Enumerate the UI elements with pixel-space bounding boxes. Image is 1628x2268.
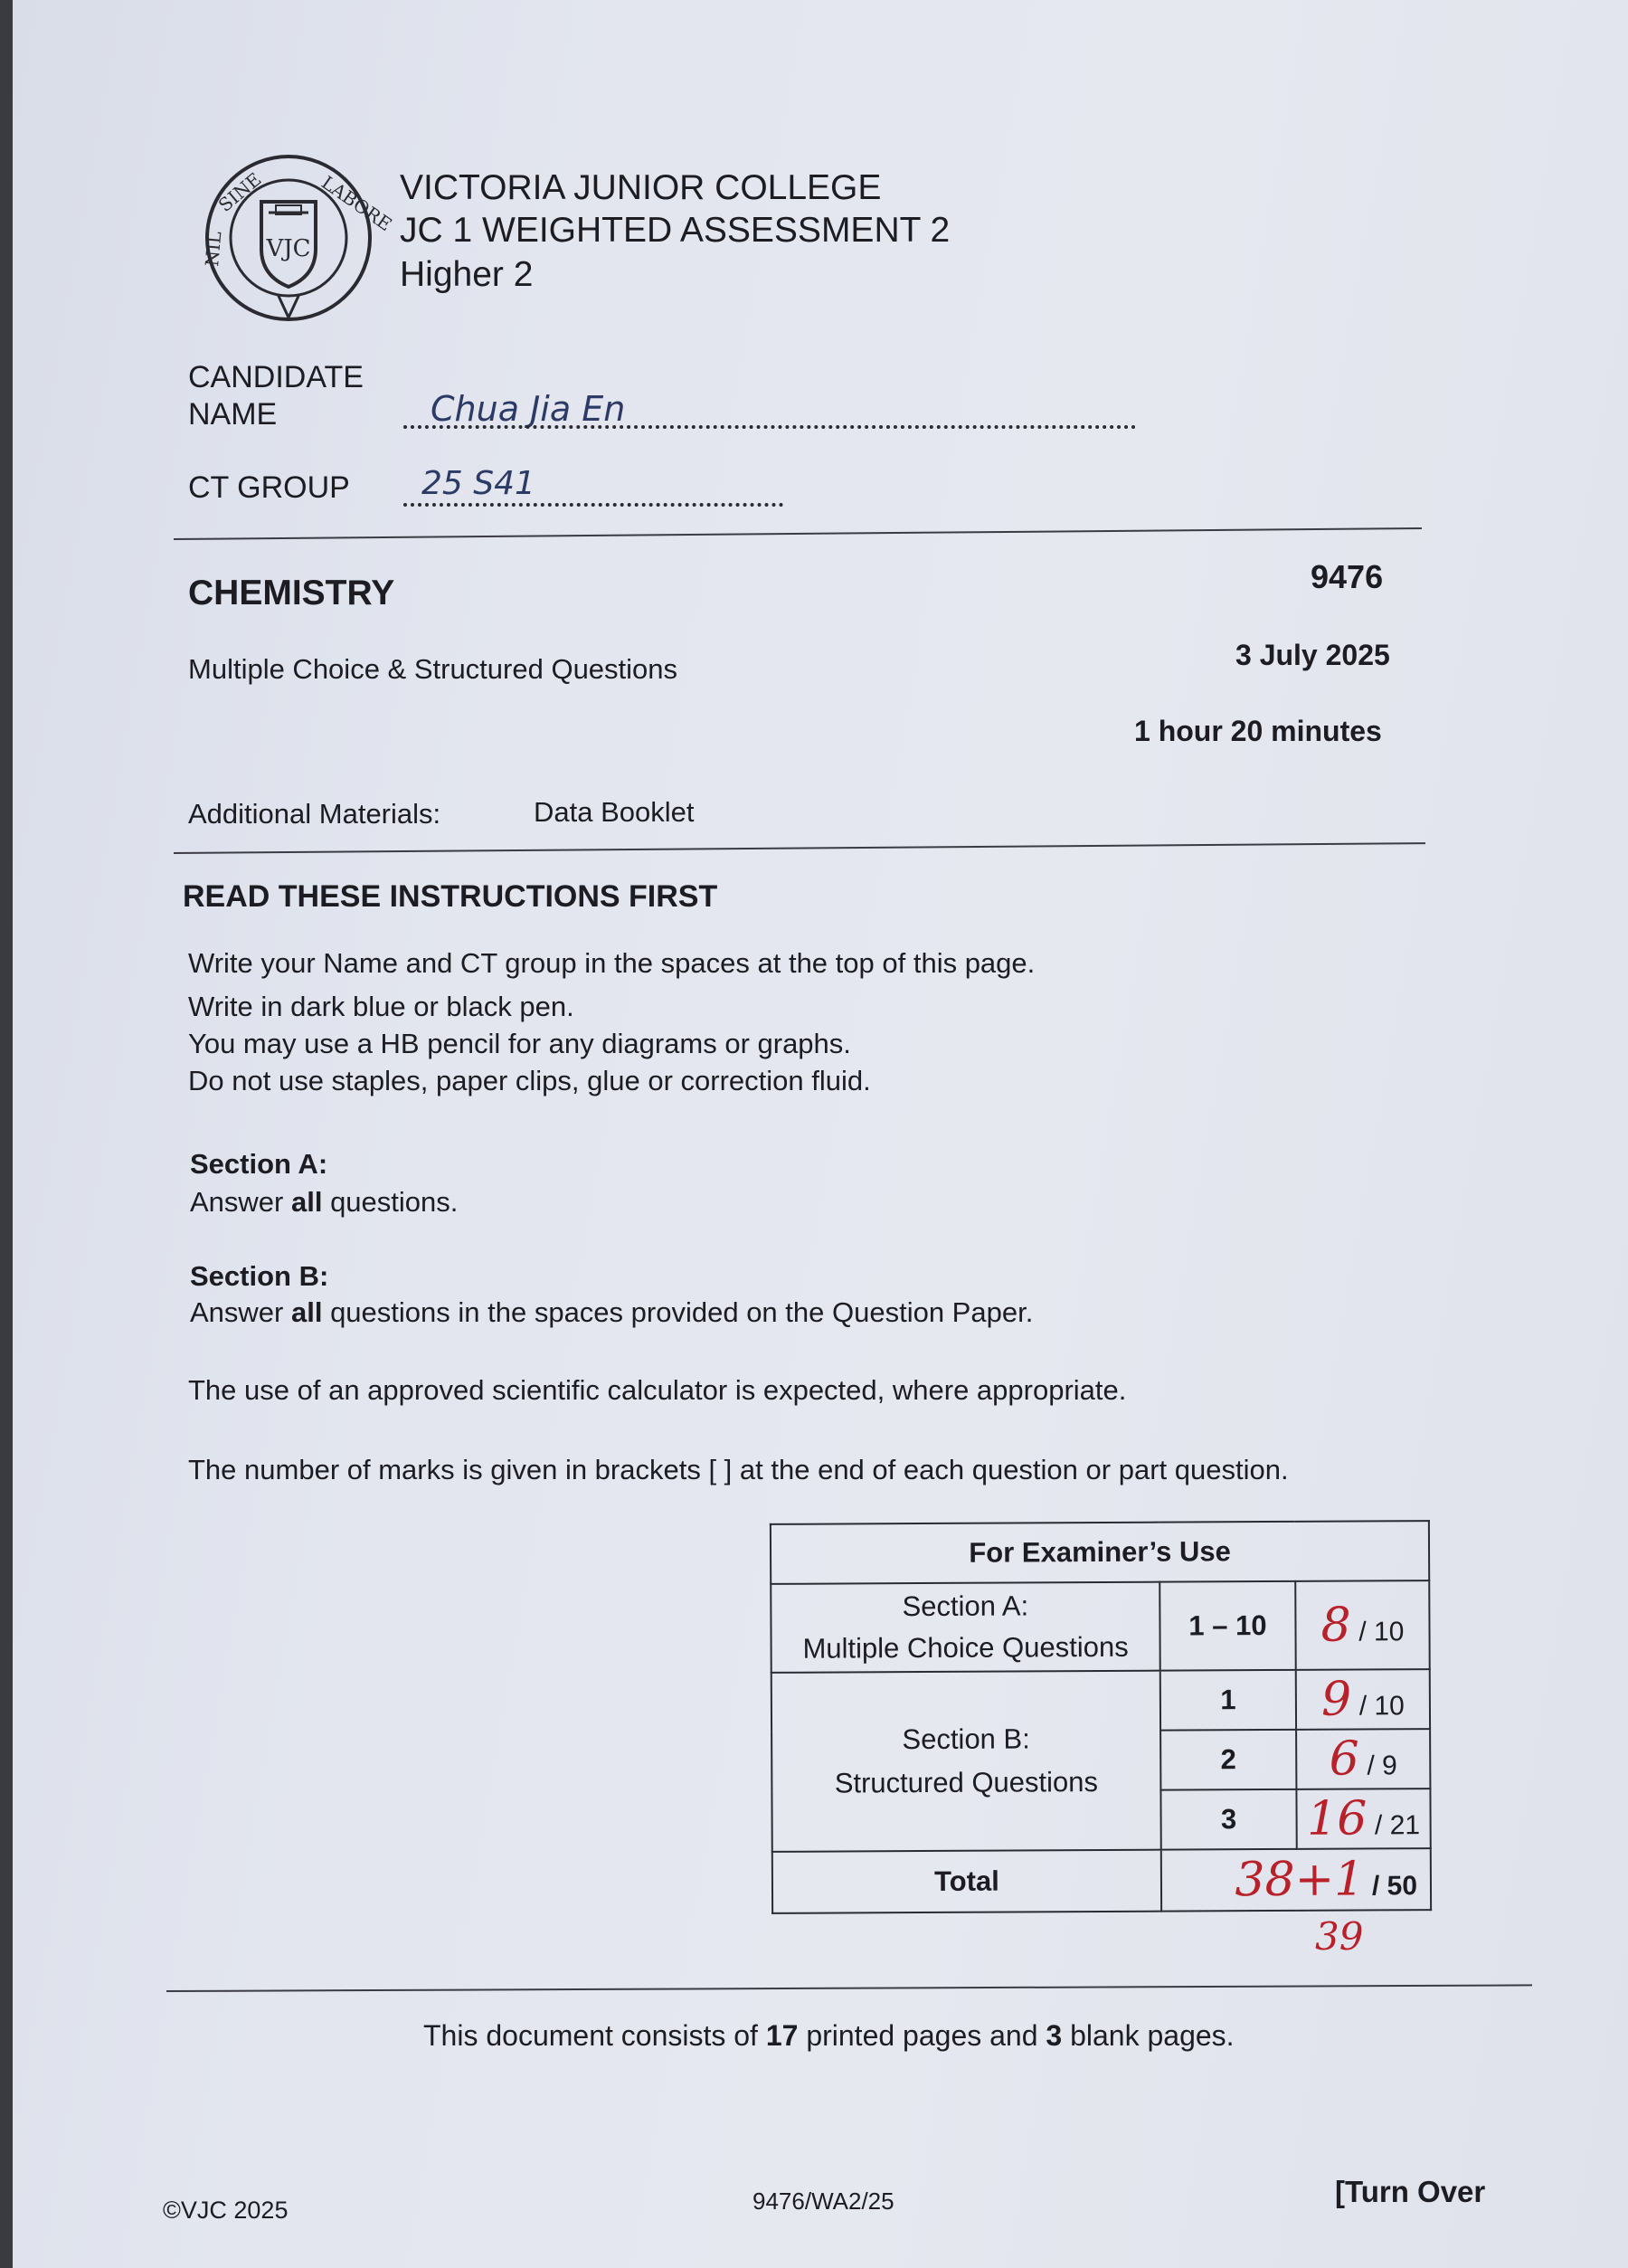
svg-text:LABORE: LABORE (317, 171, 396, 236)
subject-title: CHEMISTRY (188, 574, 395, 612)
materials-label: Additional Materials: (188, 798, 441, 830)
total-annotation: 39 (1315, 1914, 1364, 1959)
question-3-max: / 21 (1374, 1810, 1421, 1841)
name-label: NAME (188, 397, 278, 432)
question-1-mark: 9 (1320, 1672, 1352, 1727)
ct-group-label: CT GROUP (188, 470, 350, 505)
name-dotted-line (403, 425, 1136, 429)
section-a-max: / 10 (1358, 1617, 1405, 1647)
total-score (1161, 1848, 1431, 1912)
question-3-number: 3 (1160, 1789, 1296, 1850)
instructions-heading: READ THESE INSTRUCTIONS FIRST (183, 879, 718, 914)
copyright: ©VJC 2025 (163, 2197, 289, 2224)
candidate-label: CANDIDATE (188, 360, 364, 394)
candidate-name-value: Chua Jia En (431, 389, 626, 429)
question-1-number: 1 (1160, 1670, 1296, 1731)
examiner-table-title: For Examiner’s Use (771, 1521, 1429, 1584)
instruction-line-3: You may use a HB pencil for any diagrams or graphs. (188, 1028, 851, 1059)
divider-middle (174, 842, 1425, 854)
section-b-text: Answer all questions in the spaces provided on the Question Paper. (190, 1296, 1034, 1328)
instruction-line-2: Write in dark blue or black pen. (188, 991, 574, 1022)
section-a-score (1295, 1580, 1430, 1670)
divider-top (174, 527, 1422, 540)
exam-cover-page (13, 0, 1628, 2268)
divider-bottom (166, 1984, 1532, 1992)
page-count-note: This document consists of 17 printed pages and 3 blank pages. (423, 2019, 1235, 2052)
instruction-line-1: Write your Name and CT group in the spaces at the top of this page. (188, 947, 1036, 979)
svg-text:SINE: SINE (213, 167, 266, 216)
section-b-label: Section B: (190, 1260, 329, 1292)
svg-text:VJC: VJC (266, 235, 311, 262)
total-max: / 50 (1371, 1871, 1418, 1902)
paper-code: 9476 (1311, 558, 1384, 595)
section-a-label: Section A: (190, 1148, 328, 1180)
assessment-title: JC 1 WEIGHTED ASSESSMENT 2 (400, 211, 951, 250)
question-2-number: 2 (1160, 1730, 1296, 1790)
school-name: VICTORIA JUNIOR COLLEGE (400, 168, 882, 207)
section-a-mark: 8 (1320, 1598, 1351, 1653)
examiner-use-table (770, 1520, 1432, 1914)
turn-over: [Turn Over (1335, 2175, 1486, 2208)
question-3-score (1296, 1789, 1430, 1849)
exam-duration: 1 hour 20 minutes (1134, 715, 1382, 747)
total-label: Total (772, 1850, 1161, 1913)
total-mark: 38+1 (1235, 1852, 1365, 1908)
materials-value: Data Booklet (534, 796, 695, 828)
calculator-note: The use of an approved scientific calculator is expected, where appropriate. (188, 1374, 1127, 1406)
section-a-cell: Section A: Multiple Choice Questions (771, 1582, 1160, 1673)
section-b-cell: Section B: Structured Questions (771, 1671, 1161, 1852)
paper-type: Multiple Choice & Structured Questions (188, 653, 678, 685)
ct-group-dotted-line (403, 503, 783, 507)
marks-note: The number of marks is given in brackets [ ] at the end of each question or part question. (188, 1454, 1289, 1485)
exam-date: 3 July 2025 (1235, 639, 1390, 671)
section-a-text: Answer all questions. (190, 1186, 459, 1218)
question-2-mark: 6 (1329, 1732, 1359, 1787)
question-2-max: / 9 (1367, 1751, 1397, 1781)
footer-paper-code: 9476/WA2/25 (752, 2187, 894, 2215)
svg-text:NIL: NIL (201, 230, 226, 268)
question-1-score (1296, 1669, 1430, 1730)
section-a-range: 1 – 10 (1159, 1581, 1296, 1671)
level-label: Higher 2 (400, 255, 534, 294)
question-2-score (1296, 1729, 1430, 1789)
question-1-max: / 10 (1358, 1691, 1405, 1722)
ct-group-value: 25 S41 (421, 465, 535, 502)
question-3-mark: 16 (1307, 1791, 1368, 1846)
school-crest-logo (198, 149, 396, 330)
instruction-line-4: Do not use staples, paper clips, glue or correction fluid. (188, 1065, 871, 1096)
